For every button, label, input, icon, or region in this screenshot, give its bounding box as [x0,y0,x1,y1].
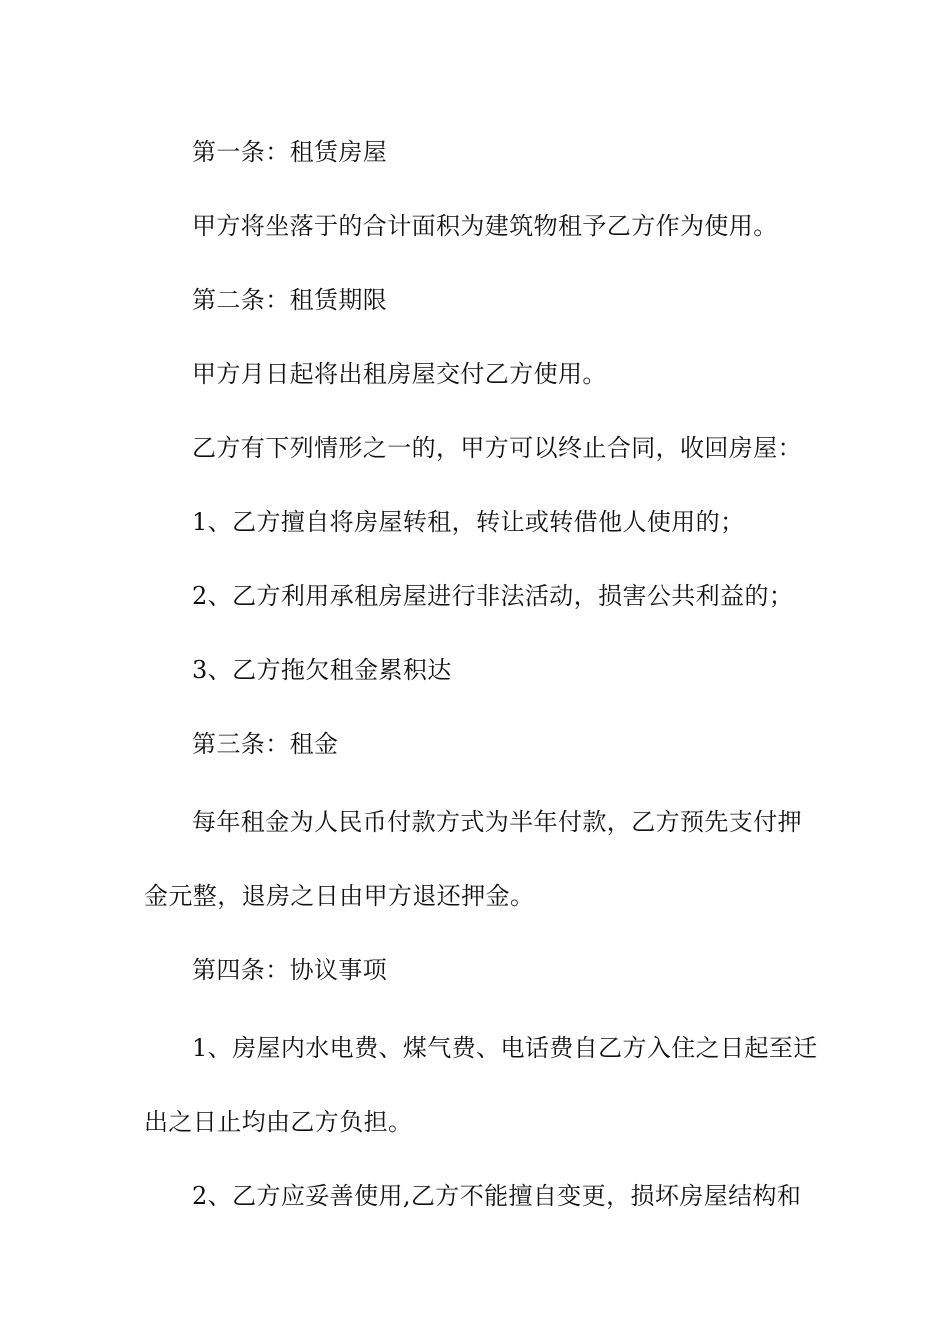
article-2-heading: 第二条：租赁期限 [192,286,388,314]
termination-item-1: 1、乙方擅自将房屋转租，转让或转借他人使用的； [192,508,745,536]
article-2-body: 甲方月日起将出租房屋交付乙方使用。 [192,360,607,388]
agreement-item-2-line-1: 2、乙方应妥善使用,乙方不能擅自变更，损坏房屋结构和 [192,1182,802,1210]
termination-item-3: 3、乙方拖欠租金累积达 [192,656,452,684]
article-4-heading: 第四条：协议事项 [192,956,388,984]
article-1-heading: 第一条：租赁房屋 [192,138,388,166]
rent-paragraph-line-1: 每年租金为人民币付款方式为半年付款，乙方预先支付押 [192,808,802,836]
termination-intro: 乙方有下列情形之一的，甲方可以终止合同，收回房屋： [192,434,802,462]
agreement-item-1-line-2: 出之日止均由乙方负担。 [144,1108,413,1136]
termination-item-2: 2、乙方利用承租房屋进行非法活动，损害公共利益的； [192,582,794,610]
agreement-item-1-line-1: 1、房屋内水电费、煤气费、电话费自乙方入住之日起至迁 [192,1034,818,1062]
article-1-body: 甲方将坐落于的合计面积为建筑物租予乙方作为使用。 [192,212,778,240]
rent-paragraph-line-2: 金元整，退房之日由甲方退还押金。 [144,882,535,910]
article-3-heading: 第三条：租金 [192,730,339,758]
